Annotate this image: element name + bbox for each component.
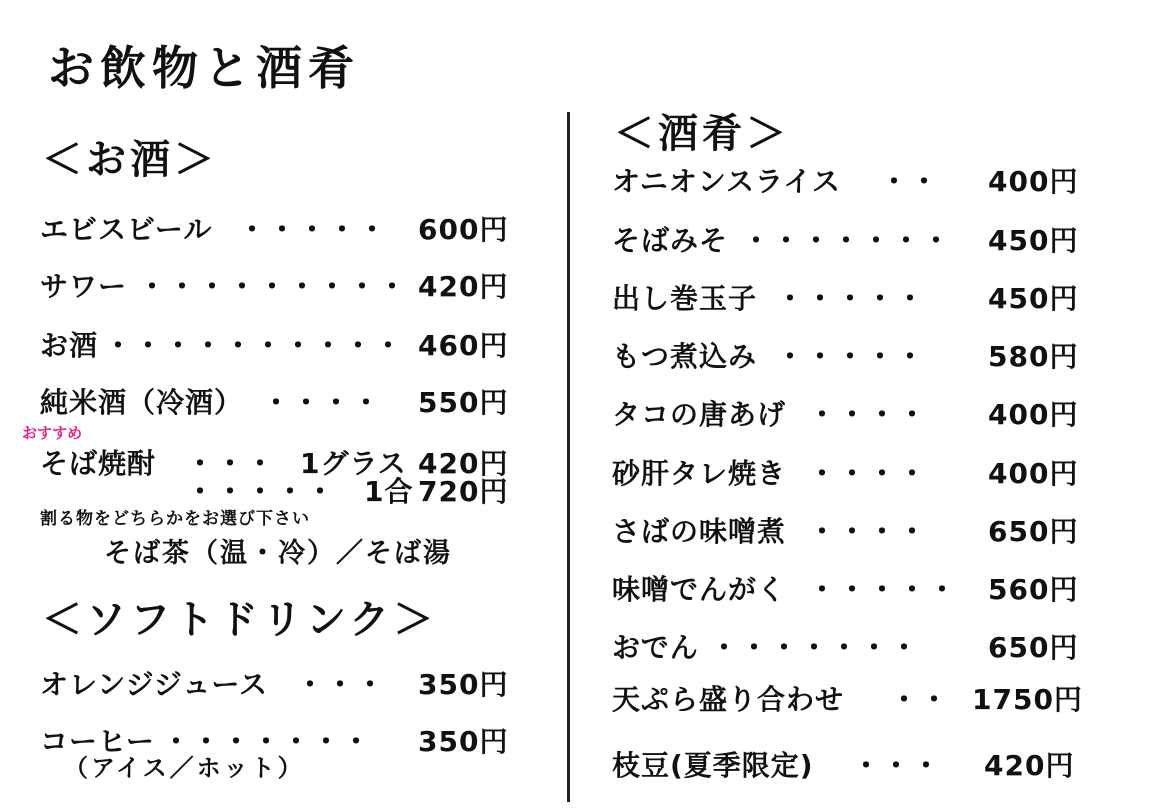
- item-price: 400円: [988, 165, 1079, 198]
- leader-dots: ・・・・・・・: [162, 725, 373, 758]
- item-price: 400円: [988, 398, 1079, 431]
- leader-dots: ・・・・・: [776, 340, 927, 373]
- item-name: おでん: [612, 631, 699, 664]
- item-name: 味噌でんがく: [612, 573, 787, 606]
- leader-dots: ・・・: [296, 668, 387, 701]
- leader-dots: ・・・・・: [238, 213, 389, 246]
- item-name: さばの味噌煮: [612, 515, 787, 548]
- item-name: 純米酒（冷酒）: [40, 386, 244, 419]
- leader-dots: ・・・・・: [186, 475, 337, 508]
- column-divider: [567, 112, 570, 802]
- page-title: お飲物と酒肴: [48, 41, 360, 95]
- item-name: 砂肝タレ焼き: [612, 457, 787, 490]
- item-note: （アイス／ホット）: [64, 754, 305, 782]
- item-name: 天ぷら盛り合わせ: [612, 683, 845, 716]
- item-price: 450円: [988, 282, 1079, 315]
- item-price: 650円: [988, 515, 1079, 548]
- item-price: 580円: [988, 340, 1079, 373]
- leader-dots: ・・・・・・・・・・: [104, 329, 405, 362]
- item-price: 450円: [988, 224, 1079, 257]
- item-price: 650円: [988, 631, 1079, 664]
- item-price: 400円: [988, 457, 1079, 490]
- item-name: コーヒー: [40, 725, 155, 758]
- item-price: 350円: [418, 668, 509, 701]
- leader-dots: ・・・・: [262, 386, 383, 419]
- option-label: 1合: [364, 475, 414, 508]
- section-heading-snacks: ＜酒肴＞: [614, 111, 790, 157]
- item-name: オレンジジュース: [40, 668, 268, 701]
- leader-dots: ・・・: [186, 447, 277, 480]
- leader-dots: ・・・・・: [776, 282, 927, 315]
- mixer-note: 割る物をどちらかをお選び下さい: [40, 509, 310, 529]
- leader-dots: ・・・・・・・: [742, 224, 953, 257]
- item-name: エビスビール: [40, 213, 213, 246]
- mixer-options: そば茶（温・冷）／そば湯: [104, 538, 452, 569]
- item-price: 600円: [418, 213, 509, 246]
- item-name: オニオンスライス: [612, 165, 841, 198]
- leader-dots: ・・・・: [808, 398, 929, 431]
- item-name: そばみそ: [612, 224, 729, 257]
- section-heading-soft-drink: ＜ソフトドリンク＞: [42, 597, 438, 643]
- item-price: 1750円: [972, 683, 1083, 716]
- leader-dots: ・・・・・: [808, 573, 959, 606]
- item-name: 枝豆(夏季限定): [612, 749, 814, 782]
- item-price: 350円: [418, 725, 509, 758]
- item-name: もつ煮込み: [612, 340, 758, 373]
- leader-dots: ・・・・: [808, 515, 929, 548]
- item-name: お酒: [40, 329, 99, 362]
- section-heading-sake: ＜お酒＞: [42, 137, 218, 183]
- option-label: 1グラス: [300, 447, 407, 480]
- item-price: 560円: [988, 573, 1079, 606]
- item-name: そば焼酎: [40, 447, 157, 480]
- recommend-badge: おすすめ: [22, 424, 83, 442]
- item-name: 出し巻玉子: [612, 282, 758, 315]
- item-price: 460円: [418, 329, 509, 362]
- item-name: タコの唐あげ: [612, 398, 787, 431]
- item-price: 420円: [984, 749, 1075, 782]
- leader-dots: ・・: [890, 683, 951, 716]
- item-name: サワー: [40, 270, 128, 303]
- leader-dots: ・・・・・・・・・: [138, 270, 409, 303]
- item-price: 720円: [418, 475, 509, 508]
- leader-dots: ・・・: [852, 749, 943, 782]
- leader-dots: ・・・・・・・: [710, 631, 921, 664]
- leader-dots: ・・: [880, 165, 941, 198]
- item-price: 550円: [418, 386, 509, 419]
- leader-dots: ・・・・: [808, 457, 929, 490]
- item-price: 420円: [418, 447, 509, 480]
- item-price: 420円: [418, 270, 509, 303]
